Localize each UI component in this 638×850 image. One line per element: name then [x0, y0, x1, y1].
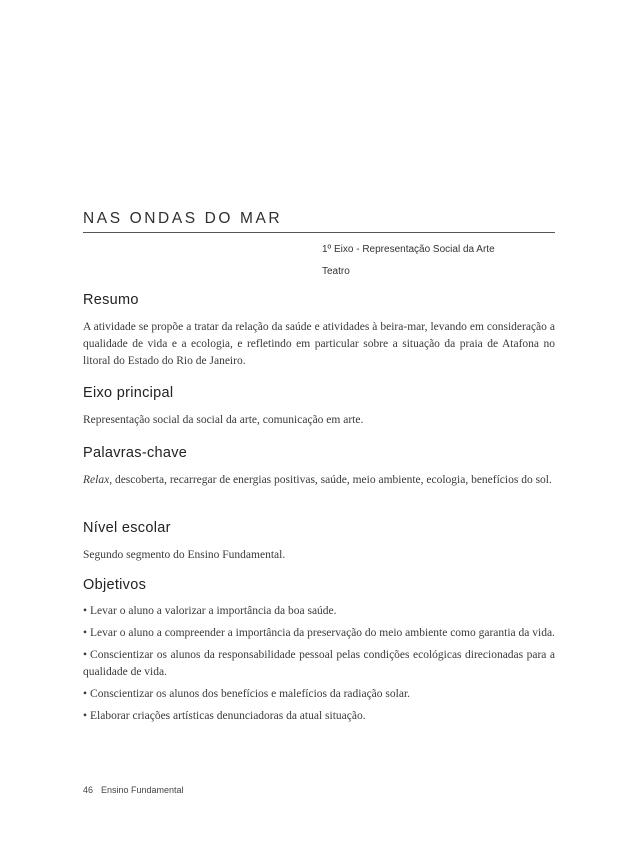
- axis-label: 1º Eixo - Representação Social da Arte: [322, 244, 495, 255]
- objetivos-list: [83, 603, 555, 730]
- bullet-icon: •: [83, 688, 88, 700]
- list-item: • Elaborar criações artísticas denunciadoras da atual situação.: [83, 710, 366, 722]
- footer-label: Ensino Fundamental: [101, 785, 184, 795]
- palavras-heading: Palavras-chave: [83, 445, 188, 461]
- bullet-icon: •: [83, 627, 88, 639]
- resumo-heading: Resumo: [83, 292, 139, 308]
- resumo-text: A atividade se propõe a tratar da relação da saúde e atividades à beira-mar, levando em consideração a qualidade de vida e a ecologia, e refletindo em particular sobre a situação da praia de Atafona no litoral do Estado do Rio de Janeiro.: [83, 321, 555, 367]
- area-label: Teatro: [322, 266, 350, 277]
- page-number: 46: [83, 785, 94, 795]
- bullet-icon: •: [83, 710, 88, 722]
- palavras-rest: , descoberta, recarregar de energias positivas, saúde, meio ambiente, ecologia, benefícios do sol.: [109, 474, 552, 486]
- eixo-heading: Eixo principal: [83, 385, 174, 401]
- title-rule: [83, 232, 555, 233]
- nivel-text: Segundo segmento do Ensino Fundamental.: [83, 549, 286, 561]
- list-item: • Conscientizar os alunos dos benefícios e malefícios da radiação solar.: [83, 688, 411, 700]
- list-item: • Levar o aluno a valorizar a importância da boa saúde.: [83, 605, 337, 617]
- list-item: • Levar o aluno a compreender a importância da preservação do meio ambiente como garantia da vida.: [83, 627, 555, 639]
- palavras-italic-term: Relax: [83, 474, 110, 486]
- palavras-text: [83, 472, 555, 489]
- bullet-icon: •: [83, 649, 88, 661]
- eixo-text: Representação social da social da arte, comunicação em arte.: [83, 414, 364, 426]
- document-title: NAS ONDAS DO MAR: [83, 210, 283, 227]
- nivel-heading: Nível escolar: [83, 520, 171, 536]
- page-footer: [83, 785, 184, 795]
- list-item: • Conscientizar os alunos da responsabilidade pessoal pelas condições ecológicas direcionadas para a qualidade de vida.: [83, 649, 555, 678]
- objetivos-heading: Objetivos: [83, 577, 147, 593]
- bullet-icon: •: [83, 605, 88, 617]
